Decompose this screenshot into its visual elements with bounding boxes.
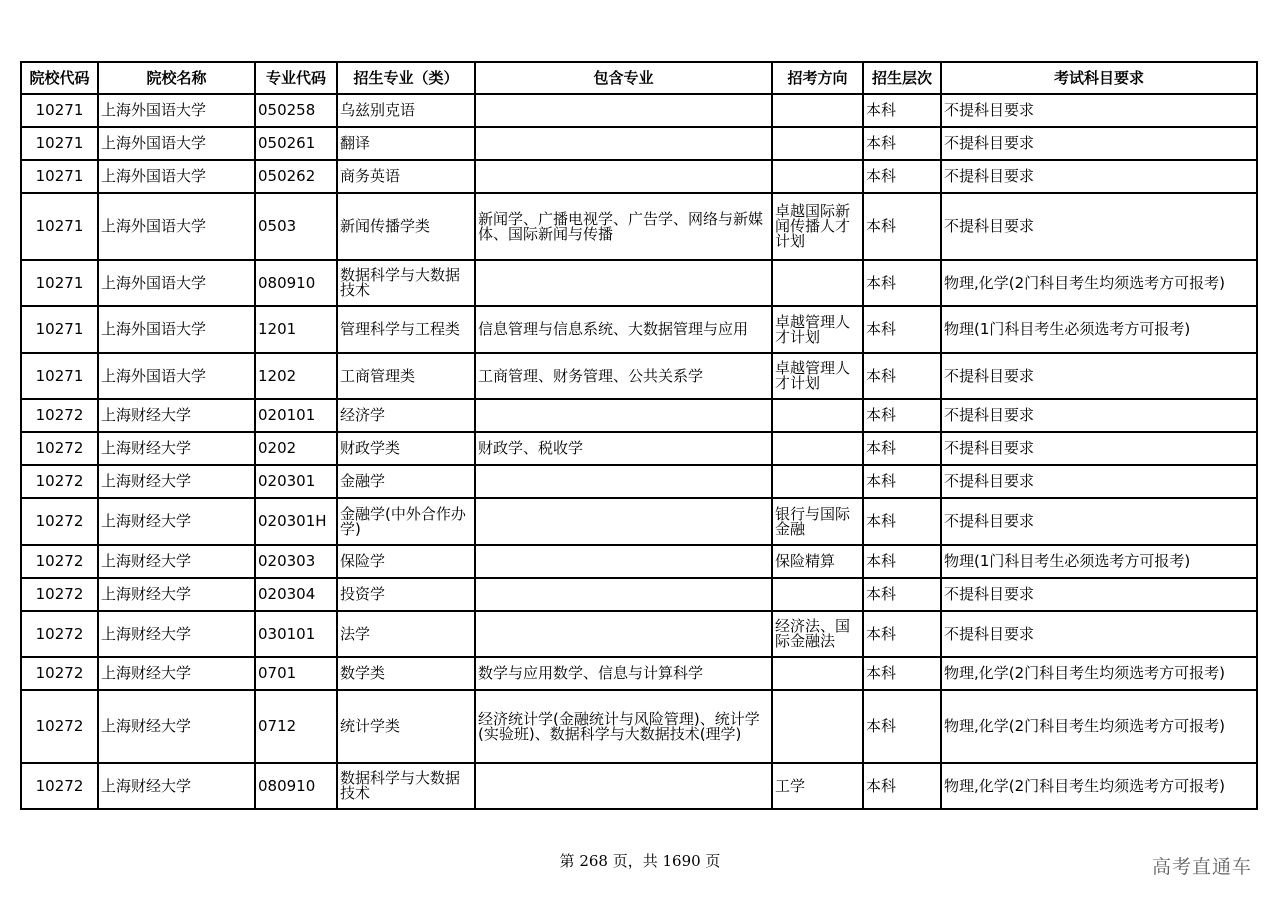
cell-school-name: 上海财经大学 <box>98 690 255 763</box>
cell-subject-requirement: 不提科目要求 <box>941 465 1257 498</box>
cell-level: 本科 <box>863 94 941 127</box>
cell-school-code: 10271 <box>21 193 98 260</box>
cell-included-majors <box>475 498 772 545</box>
cell-level: 本科 <box>863 611 941 657</box>
header-major-code: 专业代码 <box>255 62 337 94</box>
cell-major-code: 050262 <box>255 160 337 193</box>
cell-included-majors <box>475 465 772 498</box>
cell-major-category: 新闻传播学类 <box>337 193 475 260</box>
cell-level: 本科 <box>863 260 941 306</box>
cell-subject-requirement: 不提科目要求 <box>941 193 1257 260</box>
cell-major-category: 翻译 <box>337 127 475 160</box>
cell-major-code: 020301H <box>255 498 337 545</box>
header-school-name: 院校名称 <box>98 62 255 94</box>
cell-level: 本科 <box>863 763 941 809</box>
cell-school-code: 10272 <box>21 578 98 611</box>
cell-level: 本科 <box>863 193 941 260</box>
cell-school-code: 10272 <box>21 465 98 498</box>
cell-school-code: 10271 <box>21 94 98 127</box>
cell-included-majors <box>475 611 772 657</box>
table-row <box>21 260 1257 306</box>
cell-major-code: 0701 <box>255 657 337 690</box>
cell-major-code: 0712 <box>255 690 337 763</box>
cell-major-category: 经济学 <box>337 399 475 432</box>
table-row <box>21 94 1257 127</box>
table-row <box>21 690 1257 763</box>
cell-major-category: 管理科学与工程类 <box>337 306 475 353</box>
table-row <box>21 127 1257 160</box>
cell-level: 本科 <box>863 690 941 763</box>
cell-school-name: 上海财经大学 <box>98 432 255 465</box>
table-row <box>21 353 1257 399</box>
cell-major-code: 050261 <box>255 127 337 160</box>
cell-included-majors: 新闻学、广播电视学、广告学、网络与新媒体、国际新闻与传播 <box>475 193 772 260</box>
cell-level: 本科 <box>863 306 941 353</box>
cell-major-category: 数据科学与大数据技术 <box>337 260 475 306</box>
cell-direction <box>772 127 863 160</box>
cell-subject-requirement: 不提科目要求 <box>941 160 1257 193</box>
cell-subject-requirement: 不提科目要求 <box>941 399 1257 432</box>
cell-school-name: 上海外国语大学 <box>98 127 255 160</box>
cell-direction: 银行与国际金融 <box>772 498 863 545</box>
cell-level: 本科 <box>863 465 941 498</box>
cell-direction <box>772 160 863 193</box>
cell-direction: 卓越管理人才计划 <box>772 306 863 353</box>
cell-subject-requirement: 不提科目要求 <box>941 498 1257 545</box>
cell-school-code: 10272 <box>21 611 98 657</box>
cell-direction <box>772 399 863 432</box>
table-row <box>21 611 1257 657</box>
cell-major-category: 数学类 <box>337 657 475 690</box>
cell-school-name: 上海外国语大学 <box>98 160 255 193</box>
cell-major-code: 020304 <box>255 578 337 611</box>
cell-school-code: 10272 <box>21 763 98 809</box>
cell-major-category: 财政学类 <box>337 432 475 465</box>
cell-school-name: 上海财经大学 <box>98 763 255 809</box>
header-included-majors: 包含专业 <box>475 62 772 94</box>
cell-school-code: 10271 <box>21 160 98 193</box>
cell-included-majors <box>475 260 772 306</box>
cell-school-code: 10272 <box>21 657 98 690</box>
cell-subject-requirement: 物理(1门科目考生必须选考方可报考) <box>941 545 1257 578</box>
cell-school-code: 10271 <box>21 260 98 306</box>
table-row <box>21 399 1257 432</box>
cell-included-majors <box>475 545 772 578</box>
cell-school-code: 10272 <box>21 432 98 465</box>
cell-direction <box>772 260 863 306</box>
cell-school-code: 10272 <box>21 498 98 545</box>
cell-major-category: 乌兹别克语 <box>337 94 475 127</box>
table-row <box>21 432 1257 465</box>
table-body <box>21 94 1257 809</box>
cell-direction: 卓越国际新闻传播人才计划 <box>772 193 863 260</box>
cell-level: 本科 <box>863 578 941 611</box>
cell-subject-requirement: 不提科目要求 <box>941 127 1257 160</box>
table-row <box>21 578 1257 611</box>
cell-school-name: 上海外国语大学 <box>98 193 255 260</box>
header-level: 招生层次 <box>863 62 941 94</box>
cell-major-code: 080910 <box>255 763 337 809</box>
cell-school-name: 上海外国语大学 <box>98 260 255 306</box>
cell-major-code: 020303 <box>255 545 337 578</box>
cell-major-code: 0202 <box>255 432 337 465</box>
cell-major-category: 统计学类 <box>337 690 475 763</box>
cell-included-majors <box>475 127 772 160</box>
table-header-row <box>21 62 1257 94</box>
table-row <box>21 763 1257 809</box>
cell-subject-requirement: 物理,化学(2门科目考生均须选考方可报考) <box>941 690 1257 763</box>
cell-major-category: 法学 <box>337 611 475 657</box>
cell-school-name: 上海财经大学 <box>98 545 255 578</box>
cell-level: 本科 <box>863 399 941 432</box>
table-row <box>21 465 1257 498</box>
cell-included-majors: 工商管理、财务管理、公共关系学 <box>475 353 772 399</box>
cell-major-category: 保险学 <box>337 545 475 578</box>
table-row <box>21 545 1257 578</box>
cell-included-majors: 经济统计学(金融统计与风险管理)、统计学(实验班)、数据科学与大数据技术(理学) <box>475 690 772 763</box>
cell-school-name: 上海财经大学 <box>98 578 255 611</box>
cell-direction <box>772 432 863 465</box>
cell-direction: 经济法、国际金融法 <box>772 611 863 657</box>
cell-level: 本科 <box>863 545 941 578</box>
admission-table <box>20 61 1258 810</box>
cell-level: 本科 <box>863 432 941 465</box>
watermark: 高考直通车 <box>1151 856 1252 878</box>
cell-included-majors <box>475 578 772 611</box>
cell-school-name: 上海财经大学 <box>98 465 255 498</box>
cell-level: 本科 <box>863 657 941 690</box>
cell-school-code: 10272 <box>21 545 98 578</box>
table-row <box>21 160 1257 193</box>
cell-subject-requirement: 不提科目要求 <box>941 578 1257 611</box>
cell-school-name: 上海外国语大学 <box>98 94 255 127</box>
cell-subject-requirement: 不提科目要求 <box>941 353 1257 399</box>
cell-school-name: 上海财经大学 <box>98 399 255 432</box>
cell-included-majors: 信息管理与信息系统、大数据管理与应用 <box>475 306 772 353</box>
cell-major-category: 商务英语 <box>337 160 475 193</box>
cell-school-code: 10271 <box>21 306 98 353</box>
cell-direction <box>772 690 863 763</box>
cell-school-name: 上海财经大学 <box>98 498 255 545</box>
cell-direction: 保险精算 <box>772 545 863 578</box>
page-number: 第 268 页，共 1690 页 <box>559 852 721 870</box>
cell-direction <box>772 578 863 611</box>
cell-major-category: 金融学(中外合作办学) <box>337 498 475 545</box>
cell-direction <box>772 465 863 498</box>
header-direction: 招考方向 <box>772 62 863 94</box>
cell-direction: 卓越管理人才计划 <box>772 353 863 399</box>
cell-school-code: 10271 <box>21 127 98 160</box>
header-school-code: 院校代码 <box>21 62 98 94</box>
cell-direction: 工学 <box>772 763 863 809</box>
cell-included-majors <box>475 94 772 127</box>
table-row <box>21 193 1257 260</box>
cell-direction <box>772 94 863 127</box>
cell-subject-requirement: 物理,化学(2门科目考生均须选考方可报考) <box>941 763 1257 809</box>
cell-level: 本科 <box>863 498 941 545</box>
cell-included-majors: 财政学、税收学 <box>475 432 772 465</box>
cell-major-code: 020301 <box>255 465 337 498</box>
cell-major-code: 030101 <box>255 611 337 657</box>
cell-school-code: 10271 <box>21 353 98 399</box>
cell-major-category: 投资学 <box>337 578 475 611</box>
cell-school-name: 上海外国语大学 <box>98 306 255 353</box>
cell-subject-requirement: 不提科目要求 <box>941 94 1257 127</box>
table-row <box>21 657 1257 690</box>
cell-included-majors <box>475 399 772 432</box>
cell-school-code: 10272 <box>21 690 98 763</box>
cell-major-code: 0503 <box>255 193 337 260</box>
cell-subject-requirement: 不提科目要求 <box>941 611 1257 657</box>
cell-direction <box>772 657 863 690</box>
cell-subject-requirement: 物理(1门科目考生必须选考方可报考) <box>941 306 1257 353</box>
cell-included-majors <box>475 763 772 809</box>
table-row <box>21 498 1257 545</box>
cell-level: 本科 <box>863 127 941 160</box>
cell-major-category: 金融学 <box>337 465 475 498</box>
cell-included-majors: 数学与应用数学、信息与计算科学 <box>475 657 772 690</box>
table-row <box>21 306 1257 353</box>
cell-school-name: 上海财经大学 <box>98 657 255 690</box>
cell-major-code: 1202 <box>255 353 337 399</box>
cell-subject-requirement: 物理,化学(2门科目考生均须选考方可报考) <box>941 260 1257 306</box>
cell-included-majors <box>475 160 772 193</box>
cell-major-code: 020101 <box>255 399 337 432</box>
cell-subject-requirement: 不提科目要求 <box>941 432 1257 465</box>
cell-school-name: 上海财经大学 <box>98 611 255 657</box>
header-major-category: 招生专业（类） <box>337 62 475 94</box>
cell-major-code: 080910 <box>255 260 337 306</box>
header-subject-requirement: 考试科目要求 <box>941 62 1257 94</box>
cell-major-category: 数据科学与大数据技术 <box>337 763 475 809</box>
cell-school-code: 10272 <box>21 399 98 432</box>
cell-major-code: 050258 <box>255 94 337 127</box>
cell-subject-requirement: 物理,化学(2门科目考生均须选考方可报考) <box>941 657 1257 690</box>
cell-level: 本科 <box>863 353 941 399</box>
cell-major-code: 1201 <box>255 306 337 353</box>
cell-major-category: 工商管理类 <box>337 353 475 399</box>
cell-school-name: 上海外国语大学 <box>98 353 255 399</box>
cell-level: 本科 <box>863 160 941 193</box>
